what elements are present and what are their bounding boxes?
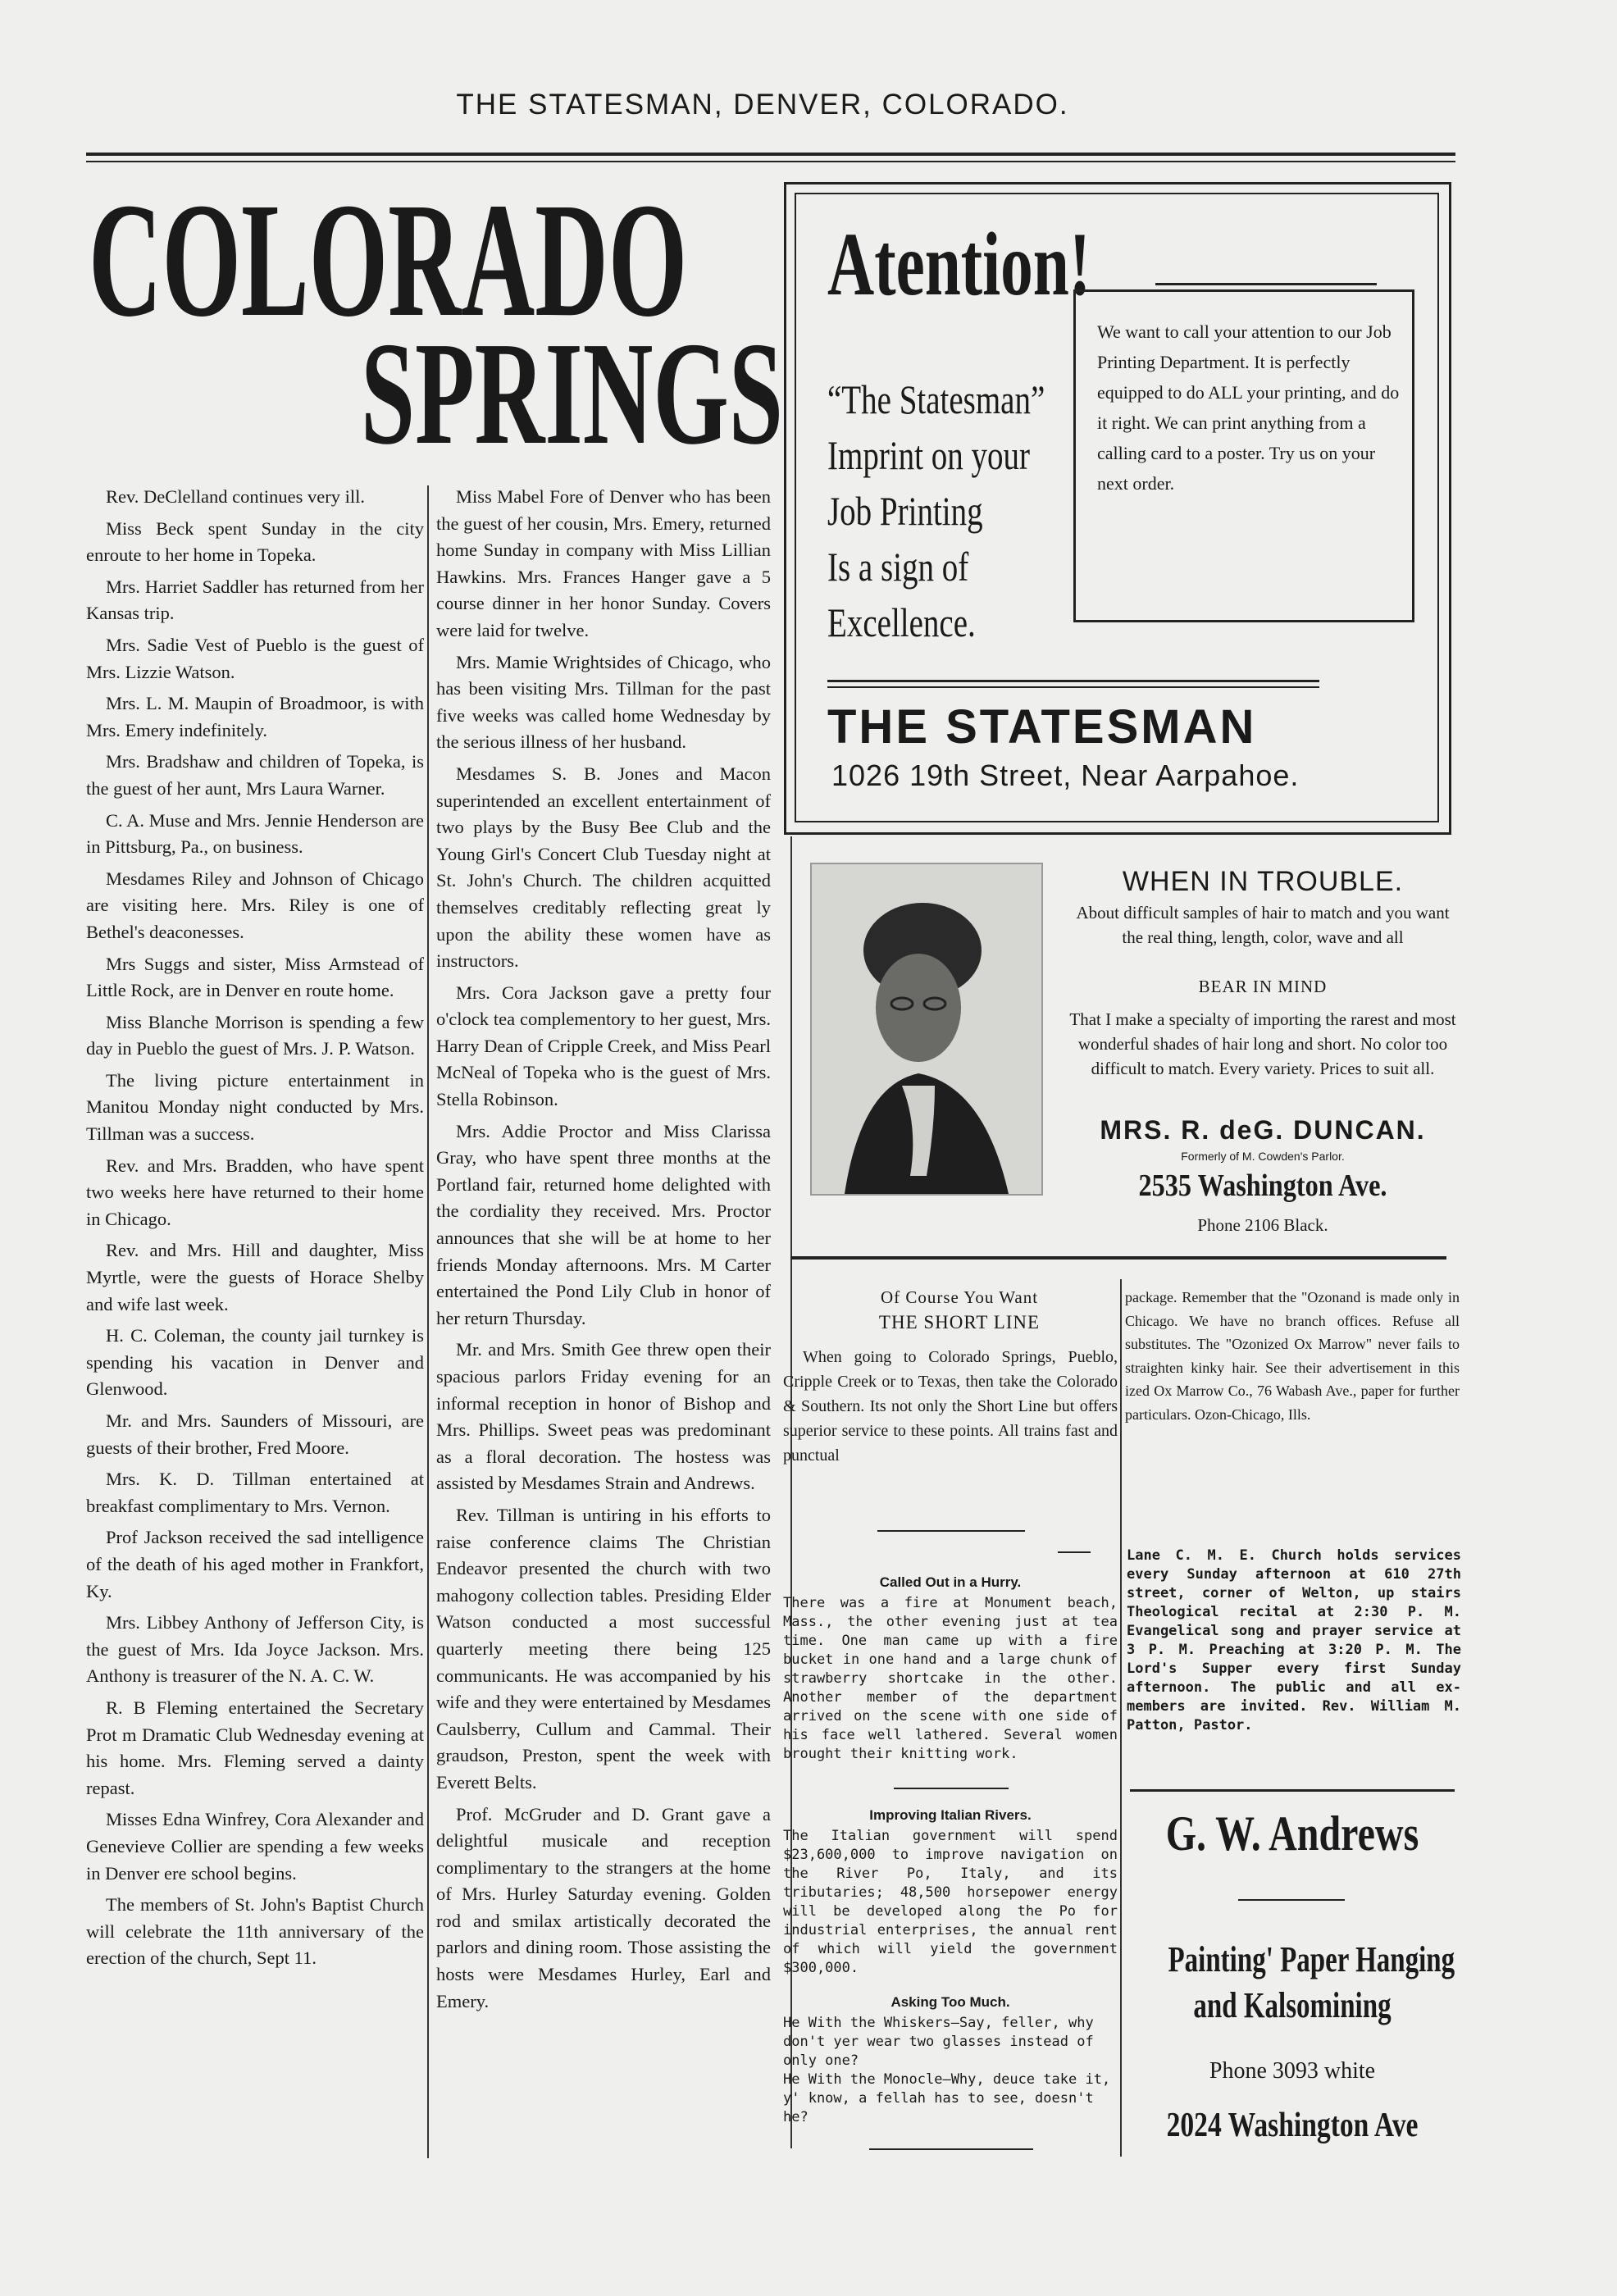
statesman-address: 1026 19th Street, Near Aarpahoe. [831,758,1300,792]
short-line-title: THE SHORT LINE [878,1312,1041,1332]
statesman-rule [827,680,1319,682]
column-2-item: Rev. Tillman is untiring in his efforts to raise conference claims The Christian Endeavor presented the church with two mahogony collection tables. Presiding Elder Watson conducted a most successful quarterly meeting there being 125 communicants. He was accompanied by his wife and they were entertained by Mesdames Caulsberry, Cullum and Cammal. Their graudson, Preston, spent the week with Everett Belts. [436,1504,771,1793]
duncan-formerly: Formerly of M. Cowden's Parlor. [1181,1150,1345,1163]
column-2-item: Mrs. Cora Jackson gave a pretty four o'clock tea complementory to her guest, Mrs. Harry Dean of Cripple Creek, and Miss Pearl McNeal of Topeka who is the guest of Mrs. Stella Robinson. [436,982,771,1110]
ozonized-notice [1125,1286,1460,1431]
duncan-name: MRS. R. deG. DUNCAN. [1100,1115,1426,1145]
church-notice: Lane C. M. E. Church holds services every Sunday afternoon at 610 27th street, corner of Welton, up stairs Theological recital at 2:30 P. M. Evangelical song and prayer service at 3 P. M. Preaching at 3:20 P. M. The Lord's Supper every first Sunday afternoon. The public and all ex-members are invited. Rev. William M. Patton, Pastor. [1127,1547,1461,1733]
attention-title-rule [1155,283,1377,285]
column-1-item: Miss Blanche Morrison is spending a few day in Pueblo the guest of Mrs. J. P. Watson. [86,1011,424,1059]
column-1-item: Rev. and Mrs. Hill and daughter, Miss Myrtle, were the guests of Horace Shelby and wife last week. [86,1240,424,1314]
news-body: The Italian government will spend $23,600,000 to improve navigation on the River Po, Italy, and its tributaries; 48,500 horsepower energy will be developed along the Po for industrial enterprises, the annual rent of which will yield the government $300,000. [783,1828,1118,1976]
short-line-paragraph: When going to Colorado Springs, Pueblo, Cripple Creek or to Texas, then take the Colorado & Southern. Its not only the Short Line but offers superior service to these points. All trains fast and punctual [783,1348,1118,1465]
news-title: Called Out in a Hurry. [879,1574,1022,1590]
printing-info-box [1073,289,1414,622]
attention-title: Atention! [827,214,1091,314]
column-1 [86,484,424,1977]
column-2-item: Mrs. Mamie Wrightsides of Chicago, who has been visiting Mrs. Tillman for the past five weeks was called home Wednesday by the serious illness of her husband. [436,651,771,753]
column-1-item: Miss Beck spent Sunday in the city enroute to her home in Topeka. [86,517,424,566]
imprint-line: Imprint on your [827,432,1030,478]
masthead-rule-top [86,153,1455,156]
column-1-item: H. C. Coleman, the county jail turnkey is spending his vacation in Denver and Glenwood. [86,1325,424,1400]
news-title: Asking Too Much. [890,1994,1010,2010]
section-rule [790,1256,1446,1260]
column-1-item: Mrs. Harriet Saddler has returned from her Kansas trip. [86,576,424,624]
portrait-photo [810,863,1043,1196]
andrews-service-line: Painting' Paper Hanging [1168,1939,1455,1979]
news-rule-1 [877,1530,1025,1532]
andrews-services [1127,1937,1458,2029]
column-1-item: The living picture entertainment in Manitou Monday night conducted by Mrs. Tillman was a success. [86,1069,424,1145]
imprint-line: Is a sign of [827,544,969,590]
news-title: Improving Italian Rivers. [869,1807,1032,1823]
column-1-item: Mrs. K. D. Tillman entertained at breakfast complimentary to Mrs. Vernon. [86,1469,424,1516]
column-1-item: Mesdames Riley and Johnson of Chicago are visiting here. Mrs. Riley is one of Bethel's deaconesses. [86,868,424,942]
attention-ad [784,182,1451,835]
column-1-item: The members of St. John's Baptist Church will celebrate the 11th anniversary of the erection of the church, Sept 11. [86,1894,424,1969]
column-1-item: C. A. Muse and Mrs. Jennie Henderson are in Pittsburg, Pa., on business. [86,809,424,858]
andrews-rule-top [1130,1789,1455,1792]
column-2-item: Prof. McGruder and D. Grant gave a delightful musicale and reception complimentary to the strangers at the home of Mrs. Hurley Saturday evening. Golden rod and smilax artistically decorated the parlors and dining room. Those assisting the hosts were Mesdames Hurley, Earl and Emery. [436,1803,771,2011]
ozonized-paragraph: package. Remember that the "Ozonand is made only in Chicago. We have no branch offices. Refuse all substitutes. The "Ozonized Ox Marrow" never fails to straighten kinky hair. See their advertisement in this ized Ox Marrow Co., 76 Wabash Ave., paper for further particulars. Ozon-Chicago, Ills. [1125,1289,1460,1423]
column-1-item: Rev. DeClelland continues very ill. [106,486,365,507]
attention-imprint [827,371,1106,650]
andrews-address: 2024 Washington Ave [1166,2107,1419,2144]
printing-info-text: We want to call your attention to our Job Printing Department. It is perfectly equipped to do ALL your printing, and do it right. We can print anything from a calling card to a poster. Try us on your next order. [1097,321,1400,494]
masthead: THE STATESMAN, DENVER, COLORADO. [456,89,1069,121]
statesman-name: THE STATESMAN [827,700,1257,754]
duncan-address: 2535 Washington Ave. [1138,1168,1387,1203]
andrews-name: G. W. Andrews [1165,1806,1419,1861]
imprint-line: Job Printing [827,488,983,534]
column-1-item: Mrs. L. M. Maupin of Broadmoor, is with Mrs. Emery indefinitely. [86,693,424,740]
trouble-text-2: That I make a specialty of importing the rarest and most wonderful shades of hair long and short. No color too difficult to match. Every variety. Prices to suit all. [1069,1009,1456,1078]
imprint-line: “The Statesman” [827,376,1045,422]
trouble-text-1: About difficult samples of hair to match and you want the real thing, length, color, wave and all [1076,903,1450,947]
headline-colorado: COLORADO [89,170,688,351]
portrait-illustration [812,864,1041,1194]
column-1-item: Misses Edna Winfrey, Cora Alexander and Genevieve Collier are spending a few weeks in Denver ere school begins. [86,1809,424,1884]
column-1-item: Mrs. Sadie Vest of Pueblo is the guest of Mrs. Lizzie Watson. [86,634,424,682]
column-1-item: Prof Jackson received the sad intelligence of the death of his aged mother in Frankfort, Ky. [86,1527,424,1601]
column-1-item: Mr. and Mrs. Saunders of Missouri, are guests of their brother, Fred Moore. [86,1410,424,1458]
column-1-item: Mrs. Libbey Anthony of Jefferson City, is the guest of Mrs. Ida Joyce Jackson. Mrs. Anthony is treasurer of the N. A. C. W. [86,1612,424,1687]
news-rule-2 [1058,1551,1091,1553]
column-1-item: Mrs Suggs and sister, Miss Armstead of Little Rock, are in Denver en route home. [86,953,424,1001]
column-1-item: R. B Fleming entertained the Secretary Prot m Dramatic Club Wednesday evening at his home. Mrs. Fleming served a dainty repast. [86,1697,424,1798]
column-2-item: Miss Mabel Fore of Denver who has been the guest of her cousin, Mrs. Emery, returned home Sunday in company with Miss Lillian Hawkins. Mrs. Frances Hanger gave a 5 course dinner in her honor Sunday. Covers were laid for twelve. [436,486,771,640]
headline-springs: SPRINGS [361,312,783,475]
andrews-phone: Phone 3093 white [1209,2058,1376,2084]
column-2 [436,484,771,2020]
short-line-body [783,1345,1118,1473]
news-rule-4 [869,2148,1033,2150]
duncan-phone: Phone 2106 Black. [1197,1215,1328,1235]
news-body: He With the Whiskers—Say, feller, why don't yer wear two glasses instead of only one? He With the Monocle—Why, deuce take it, y' know, a fellah has to see, doesn't he? [783,2015,1111,2125]
column-2-item: Mesdames S. B. Jones and Macon superintended an excellent entertainment of two plays by the Busy Bee Club and the Young Girl's Concert Club Tuesday night at St. John's Church. The children acquitted themselves creditably reflecting great ly upon the ability these women have as instructors. [436,763,771,972]
column-1-item: Rev. and Mrs. Bradden, who have spent two weeks here have returned to their home in Chicago. [86,1155,424,1229]
news-body: There was a fire at Monument beach, Mass., the other evening just at tea time. One man came up with a fire bucket in one hand and a large chunk of strawberry shortcake in the other. Another member of the department arrived on the scene with one side of his face well lathered. Several women brought their knitting work. [783,1595,1118,1762]
statesman-rule-2 [827,686,1319,688]
andrews-service-line: and Kalsomining [1193,1985,1392,2025]
short-line-intro: Of Course You Want [880,1287,1039,1307]
masthead-rule-bottom [86,161,1455,162]
column-2-item: Mrs. Addie Proctor and Miss Clarissa Gray, who have spent three months at the Portland fair, returned home delighted with the cordiality they received. Mrs. Proctor announces that she will be at home to her friends Monday afternoons. Mrs. M Carter entertained the Pond Lily Club in honor of her return Thursday. [436,1120,771,1328]
lower-column-divider [1120,1279,1122,2157]
imprint-line: Excellence. [827,599,976,645]
bear-in-mind: BEAR IN MIND [1198,977,1328,996]
column-1-item: Mrs. Bradshaw and children of Topeka, is the guest of her aunt, Mrs Laura Warner. [86,751,424,799]
trouble-headline: WHEN IN TROUBLE. [1122,866,1404,897]
column-divider [427,485,429,2158]
news-rule-3 [894,1788,1009,1789]
andrews-rule-mid [1238,1899,1345,1901]
column-2-item: Mr. and Mrs. Smith Gee threw open their spacious parlors Friday evening for an informal reception in honor of Bishop and Mrs. Phillips. Sweet peas was predominant as a floral decoration. The hostess was assisted by Mesdames Strain and Andrews. [436,1339,771,1494]
